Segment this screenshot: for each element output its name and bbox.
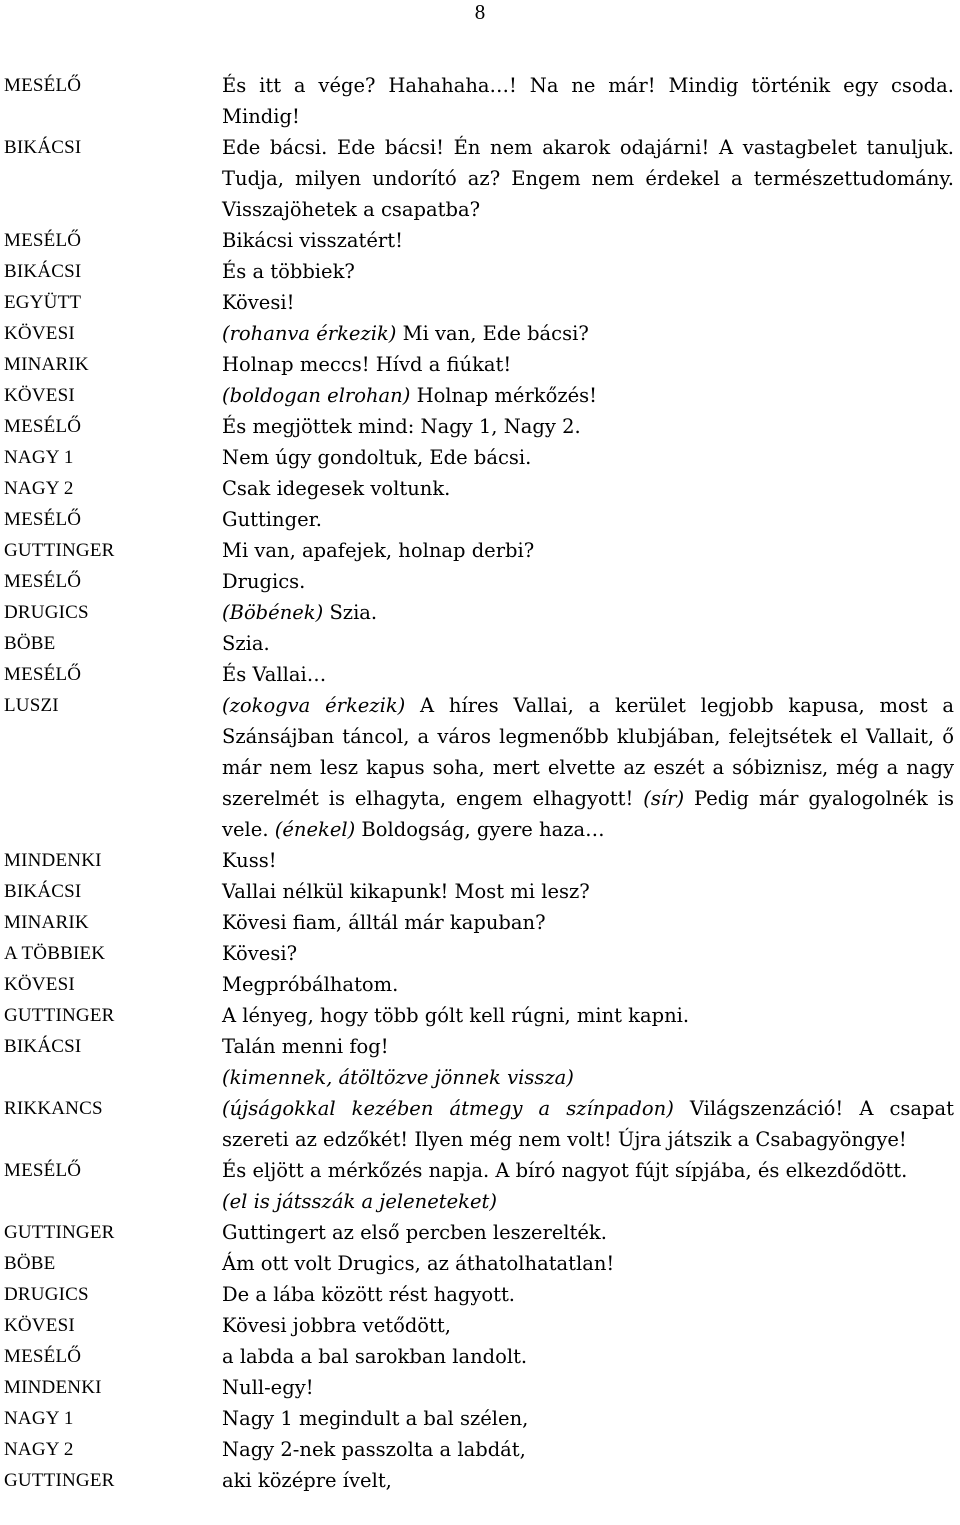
line-text (222, 1372, 954, 1403)
dialogue-text: Szia. (329, 601, 378, 624)
line-text (222, 1062, 954, 1093)
dialogue-text: Mi van, apafejek, holnap derbi? (222, 539, 535, 562)
stage-direction: (Böbének) (222, 601, 324, 624)
speaker-name: DRUGICS (4, 602, 89, 623)
script-line (0, 318, 960, 349)
line-text (222, 1031, 954, 1062)
dialogue-text: Holnap meccs! Hívd a fiúkat! (222, 353, 512, 376)
speaker-name: MESÉLŐ (4, 75, 82, 96)
script-line (0, 411, 960, 442)
speaker-name: KÖVESI (4, 323, 75, 344)
speaker-name: NAGY 2 (4, 478, 74, 499)
dialogue-text: Nagy 1 megindult a bal szélen, (222, 1407, 529, 1430)
dialogue-text: Megpróbálhatom. (222, 973, 399, 996)
line-text (222, 845, 954, 876)
dialogue-text: a labda a bal sarokban landolt. (222, 1345, 528, 1368)
script-line (0, 1248, 960, 1279)
dialogue-text: Holnap mérkőzés! (416, 384, 597, 407)
stage-direction: (boldogan elrohan) (222, 384, 411, 407)
script-line (0, 132, 960, 225)
script-line (0, 1217, 960, 1248)
script-line (0, 969, 960, 1000)
script-line (0, 1403, 960, 1434)
script-line (0, 1062, 960, 1093)
line-text (222, 1403, 954, 1434)
speaker-name: BÖBE (4, 1253, 56, 1274)
script-line (0, 1155, 960, 1186)
dialogue-text: Ede bácsi. Ede bácsi! Én nem akarok odajárni! A vastagbelet tanuljuk. Tudja, milyen undorító az? Engem nem érdekel a természettudomány. Visszajöhetek a csapatba? (222, 136, 954, 221)
line-text (222, 566, 954, 597)
script-line (0, 876, 960, 907)
speaker-name: GUTTINGER (4, 540, 115, 561)
line-text (222, 876, 954, 907)
script-line (0, 1000, 960, 1031)
speaker-name: MINARIK (4, 354, 89, 375)
script-line (0, 1372, 960, 1403)
line-text (222, 287, 954, 318)
script-line (0, 907, 960, 938)
speaker-name: BIKÁCSI (4, 881, 82, 902)
line-text (222, 411, 954, 442)
dialogue-text: És megjöttek mind: Nagy 1, Nagy 2. (222, 415, 581, 438)
dialogue-text: aki középre ívelt, (222, 1469, 392, 1492)
speaker-name: KÖVESI (4, 974, 75, 995)
script-line (0, 1434, 960, 1465)
dialogue-text: Szia. (222, 632, 270, 655)
dialogue-text: Pedig már gyalogolnék is vele. (222, 787, 955, 841)
speaker-name: KÖVESI (4, 1315, 75, 1336)
line-text (222, 1310, 954, 1341)
line-text (222, 597, 954, 628)
speaker-name: MINDENKI (4, 1377, 102, 1398)
script-line (0, 1186, 960, 1217)
speaker-name: A TÖBBIEK (4, 943, 106, 964)
stage-direction: (énekel) (274, 818, 356, 841)
speaker-name: KÖVESI (4, 385, 75, 406)
line-text (222, 1434, 954, 1465)
dialogue-text: A híres Vallai, a kerület legjobb kapusa, most a Szánsájban táncol, a város legmenőbb klubjában, felejtsétek el Vallait, ő már nem lesz kapus soha, mert elvette az eszét a sóbiznisz, még a nagy szerelmét is elhagyta, engem elhagyott! (222, 694, 955, 810)
script-line (0, 1031, 960, 1062)
speaker-name: MESÉLŐ (4, 1160, 82, 1181)
speaker-name: GUTTINGER (4, 1005, 115, 1026)
script-line (0, 690, 960, 845)
line-text (222, 70, 954, 132)
dialogue-text: Világszenzáció! A csapat szereti az edzőkét! Ilyen még nem volt! Újra játszik a Csabagyöngye! (222, 1097, 954, 1151)
dialogue-text: Drugics. (222, 570, 306, 593)
dialogue-text: Bikácsi visszatért! (222, 229, 403, 252)
speaker-name: BIKÁCSI (4, 261, 82, 282)
dialogue-text: Mi van, Ede bácsi? (402, 322, 589, 345)
line-text (222, 1155, 954, 1186)
line-text (222, 907, 954, 938)
speaker-name: LUSZI (4, 695, 59, 716)
stage-direction: (sír) (643, 787, 685, 810)
speaker-name: NAGY 1 (4, 447, 74, 468)
script-line (0, 566, 960, 597)
speaker-name: BIKÁCSI (4, 137, 82, 158)
dialogue-text: És Vallai… (222, 663, 327, 686)
dialogue-text: Guttingert az első percben leszerelték. (222, 1221, 607, 1244)
dialogue-text: És eljött a mérkőzés napja. A bíró nagyot fújt sípjába, és elkezdődött. (222, 1159, 908, 1182)
speaker-name: EGYÜTT (4, 292, 82, 313)
dialogue-text: És a többiek? (222, 260, 355, 283)
script-line (0, 1310, 960, 1341)
line-text (222, 1465, 954, 1496)
script-line (0, 845, 960, 876)
stage-direction: (kimennek, átöltözve jönnek vissza) (222, 1066, 574, 1089)
script-line (0, 70, 960, 132)
speaker-name: BIKÁCSI (4, 1036, 82, 1057)
stage-direction: (el is játsszák a jeleneteket) (222, 1190, 497, 1213)
script-line (0, 473, 960, 504)
script-line (0, 628, 960, 659)
line-text (222, 380, 954, 411)
speaker-name: MINDENKI (4, 850, 102, 871)
speaker-name: NAGY 2 (4, 1439, 74, 1460)
line-text (222, 938, 954, 969)
script-line (0, 256, 960, 287)
script-line (0, 535, 960, 566)
script-line (0, 225, 960, 256)
speaker-name: MESÉLŐ (4, 509, 82, 530)
line-text (222, 969, 954, 1000)
dialogue-text: Null-egy! (222, 1376, 314, 1399)
speaker-name: GUTTINGER (4, 1470, 115, 1491)
line-text (222, 628, 954, 659)
line-text (222, 318, 954, 349)
speaker-name: MESÉLŐ (4, 571, 82, 592)
speaker-name: DRUGICS (4, 1284, 89, 1305)
dialogue-text: Nem úgy gondoltuk, Ede bácsi. (222, 446, 532, 469)
script-line (0, 287, 960, 318)
dialogue-text: Kövesi! (222, 291, 295, 314)
stage-direction: (zokogva érkezik) (222, 694, 406, 717)
line-text (222, 256, 954, 287)
line-text (222, 504, 954, 535)
line-text (222, 1217, 954, 1248)
script-line (0, 442, 960, 473)
speaker-name: MINARIK (4, 912, 89, 933)
stage-direction: (rohanva érkezik) (222, 322, 397, 345)
line-text (222, 1000, 954, 1031)
stage-direction: (újságokkal kezében átmegy a színpadon) (222, 1097, 674, 1120)
line-text (222, 473, 954, 504)
script-line (0, 1465, 960, 1496)
script-line (0, 659, 960, 690)
line-text (222, 1341, 954, 1372)
dialogue-text: Boldogság, gyere haza… (361, 818, 605, 841)
script-body (0, 70, 960, 1496)
dialogue-text: A lényeg, hogy több gólt kell rúgni, mint kapni. (222, 1004, 690, 1027)
dialogue-text: Kövesi? (222, 942, 298, 965)
line-text (222, 349, 954, 380)
line-text (222, 132, 954, 225)
dialogue-text: Kuss! (222, 849, 277, 872)
speaker-name: NAGY 1 (4, 1408, 74, 1429)
speaker-name: MESÉLŐ (4, 230, 82, 251)
dialogue-text: Csak idegesek voltunk. (222, 477, 451, 500)
speaker-name: MESÉLŐ (4, 1346, 82, 1367)
script-line (0, 504, 960, 535)
line-text (222, 1093, 954, 1155)
speaker-name: GUTTINGER (4, 1222, 115, 1243)
dialogue-text: Kövesi jobbra vetődött, (222, 1314, 451, 1337)
line-text (222, 1248, 954, 1279)
speaker-name: MESÉLŐ (4, 664, 82, 685)
dialogue-text: De a lába között rést hagyott. (222, 1283, 516, 1306)
line-text (222, 1186, 954, 1217)
line-text (222, 535, 954, 566)
speaker-name: RIKKANCS (4, 1098, 103, 1119)
dialogue-text: Guttinger. (222, 508, 323, 531)
line-text (222, 442, 954, 473)
line-text (222, 690, 954, 845)
script-line (0, 597, 960, 628)
dialogue-text: És itt a vége? Hahahaha…! Na ne már! Mindig történik egy csoda. Mindig! (222, 74, 954, 128)
dialogue-text: Vallai nélkül kikapunk! Most mi lesz? (222, 880, 590, 903)
line-text (222, 1279, 954, 1310)
dialogue-text: Nagy 2-nek passzolta a labdát, (222, 1438, 526, 1461)
line-text (222, 659, 954, 690)
speaker-name: BÖBE (4, 633, 56, 654)
script-line (0, 1341, 960, 1372)
script-line (0, 1279, 960, 1310)
script-line (0, 380, 960, 411)
script-line (0, 349, 960, 380)
dialogue-text: Talán menni fog! (222, 1035, 389, 1058)
script-line (0, 1093, 960, 1155)
line-text (222, 225, 954, 256)
speaker-name: MESÉLŐ (4, 416, 82, 437)
dialogue-text: Kövesi fiam, álltál már kapuban? (222, 911, 546, 934)
script-line (0, 938, 960, 969)
page-number: 8 (474, 0, 486, 24)
dialogue-text: Ám ott volt Drugics, az áthatolhatatlan! (222, 1252, 615, 1275)
